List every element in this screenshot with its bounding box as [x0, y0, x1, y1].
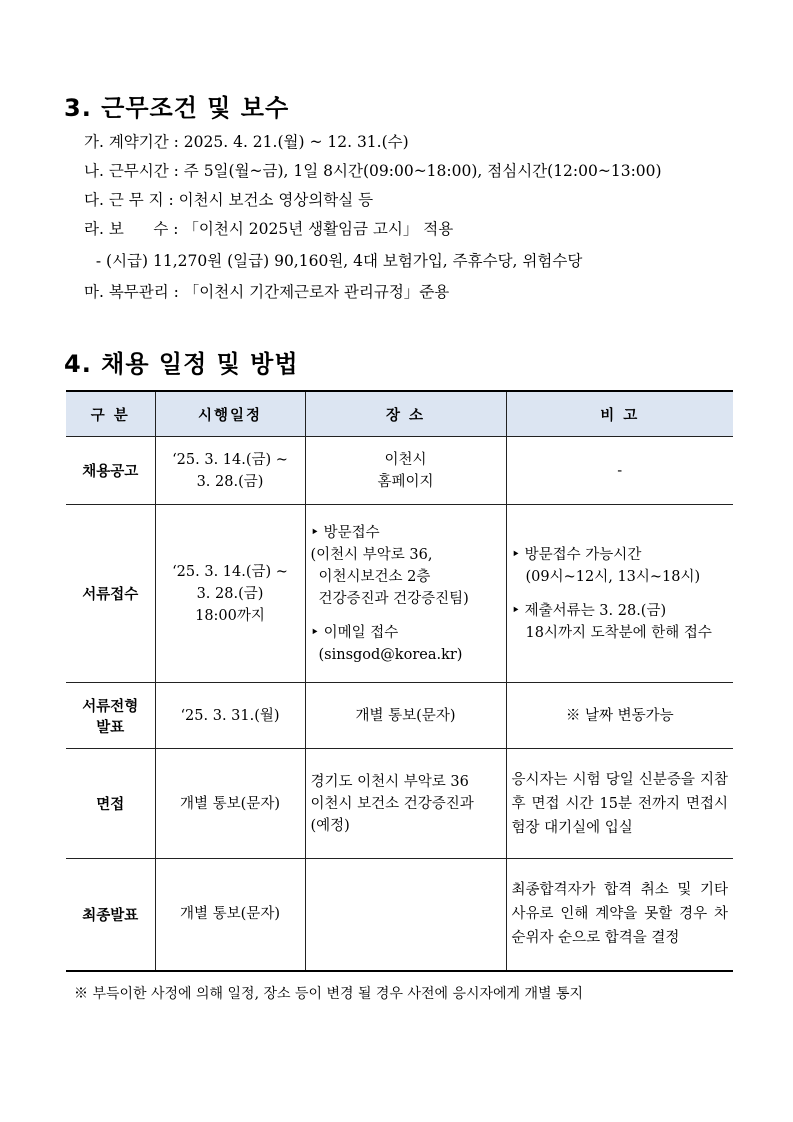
- section-3-title: 3. 근무조건 및 보수: [64, 94, 290, 122]
- section-4-title: 4. 채용 일정 및 방법: [64, 350, 299, 378]
- table-header-row: [66, 391, 733, 437]
- schedule-line: ‘25. 3. 14.(금) ~: [172, 451, 288, 468]
- place-line: 이천시보건소 2층: [318, 568, 431, 585]
- remark-line: 18시까지 도착분에 한해 접수: [525, 624, 712, 641]
- table-row: [66, 505, 733, 683]
- table-row: [66, 683, 733, 749]
- place-line: ‣ 이메일 접수: [310, 624, 399, 641]
- row-category: 서류접수: [66, 505, 155, 683]
- place-email: (sinsgod@korea.kr): [318, 646, 463, 663]
- schedule-line: 3. 28.(금): [196, 585, 264, 602]
- work-hours: 나. 근무시간 : 주 5일(월~금), 1일 8시간(09:00~18:00), 점심시간(12:00~13:00): [84, 162, 662, 180]
- remark-line: (09시~12시, 13시~18시): [525, 568, 701, 585]
- schedule-line: 3. 28.(금): [196, 473, 264, 490]
- table-row: [66, 749, 733, 859]
- row-category: 최종발표: [66, 859, 155, 971]
- place-line: 이천시: [384, 451, 427, 468]
- schedule-line: ‘25. 3. 14.(금) ~: [172, 563, 288, 580]
- header-place: 장 소: [305, 391, 506, 437]
- row-category: 채용공고: [66, 437, 155, 505]
- category-line: 발표: [96, 719, 125, 736]
- row-remark: ※ 날짜 변동가능: [506, 683, 733, 749]
- header-schedule: 시행일정: [155, 391, 305, 437]
- place-line: 홈페이지: [377, 473, 434, 490]
- category-line: 서류전형: [82, 698, 139, 715]
- row-remark: 최종합격자가 합격 취소 및 기타 사유로 인해 계약을 못할 경우 차순위자 순으로 합격을 결정: [506, 859, 733, 971]
- place-line: 건강증진과 건강증진팀): [318, 590, 469, 607]
- row-schedule: [155, 505, 305, 683]
- place-line: (예정): [310, 817, 350, 834]
- row-place: [305, 437, 506, 505]
- row-remark: -: [506, 437, 733, 505]
- place-line: 경기도 이천시 부악로 36: [310, 773, 469, 790]
- row-place: 개별 통보(문자): [305, 683, 506, 749]
- header-category: 구 분: [66, 391, 155, 437]
- work-place: 다. 근 무 지 : 이천시 보건소 영상의학실 등: [84, 191, 374, 209]
- row-schedule: ‘25. 3. 31.(월): [155, 683, 305, 749]
- service-management: 마. 복무관리 : 「이천시 기간제근로자 관리규정」준용: [84, 283, 450, 301]
- change-notice: ※ 부득이한 사정에 의해 일정, 장소 등이 변경 될 경우 사전에 응시자에게 개별 통지: [74, 986, 584, 1002]
- recruitment-schedule-table: [66, 390, 733, 972]
- remark-line: ‣ 방문접수 가능시간: [511, 546, 642, 563]
- row-remark: 응시자는 시험 당일 신분증을 지참 후 면접 시간 15분 전까지 면접시험장 대기실에 입실: [506, 749, 733, 859]
- header-remark: 비 고: [506, 391, 733, 437]
- salary-detail: - (시급) 11,270원 (일급) 90,160원, 4대 보험가입, 주휴수당, 위험수당: [86, 252, 583, 270]
- row-schedule: [155, 437, 305, 505]
- row-place: [305, 505, 506, 683]
- salary: 라. 보 수 : 「이천시 2025년 생활임금 고시」 적용: [84, 220, 454, 238]
- row-category: [66, 683, 155, 749]
- row-schedule: 개별 통보(문자): [155, 859, 305, 971]
- table-row: [66, 437, 733, 505]
- row-remark: [506, 505, 733, 683]
- place-line: (이천시 부악로 36,: [310, 546, 433, 563]
- place-line: ‣ 방문접수: [310, 524, 380, 541]
- remark-line: ‣ 제출서류는 3. 28.(금): [511, 602, 667, 619]
- row-place: [305, 749, 506, 859]
- schedule-line: 18:00까지: [195, 607, 265, 624]
- place-line: 이천시 보건소 건강증진과: [310, 795, 474, 812]
- table-row: [66, 859, 733, 971]
- contract-period: 가. 계약기간 : 2025. 4. 21.(월) ~ 12. 31.(수): [84, 133, 409, 151]
- row-place-empty: [305, 859, 506, 971]
- row-schedule: 개별 통보(문자): [155, 749, 305, 859]
- row-category: 면접: [66, 749, 155, 859]
